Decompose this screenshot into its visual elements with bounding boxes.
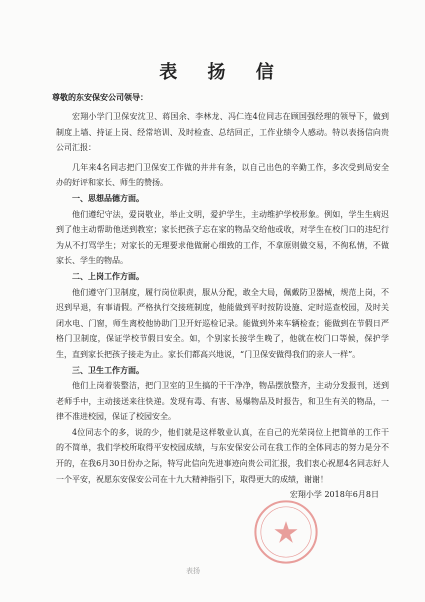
section-heading-conduct: 一、思想品德方面。 — [72, 192, 144, 203]
closing-paragraph: 4位同志个的多，说的少，他们就是这样敬业认真，在自己的光荣岗位上把简单的工作干的不简单，我们学校所取得平安校园成绩，与东安保安公司在我工作的全体同志的努力是分不开的，在我6月30日份办之际，特写此信向先进事迹向贵公司汇报，我们衷心祝愿4名同志好人一个平安，祝愿东安保安公司在十九大精神指引下，取得更大的成绩，谢谢！ — [56, 427, 389, 484]
summary-paragraph: 几年来4名同志把门卫保安工作做的井井有条，以自己出色的辛勤工作，多次受到局安全办的好评和家长、师生的赞扬。 — [56, 162, 389, 188]
bottom-mark: 表扬 — [186, 567, 200, 575]
intro-paragraph: 宏翔小学门卫保安沈卫、蒋国余、李林龙、冯仁连4位同志在顾国强经理的领导下，做到制度上墙、持证上岗、经常培训、及时检查、总结回正，工作业绩令人感动。特以表扬信向贵公司汇报： — [56, 112, 389, 153]
salutation: 尊敬的东安保安公司领导： — [52, 92, 148, 102]
conduct-paragraph: 他们遵纪守法，爱岗敬业，举止文明，爱护学生，主动维护学校形象。例如，学生生病迟到了他主动帮助他送到教室；家长把孩子忘在家的物品交给他或收，对学生在校门口的违纪行为从不打骂学生；对家长的无理要求他做耐心细致的工作，不拿原则做交易，不徇私情，不做家长、学生的物品。 — [56, 209, 389, 266]
section-heading-duty: 二、上岗工作方面。 — [72, 270, 144, 281]
official-seal-icon — [252, 498, 320, 566]
signature: 宏翔小学 2018年6月8日 — [289, 490, 379, 500]
letter-title: 表 扬 信 — [159, 62, 286, 83]
section-heading-hygiene: 三、卫生工作方面。 — [72, 364, 144, 375]
hygiene-paragraph: 他们上岗着装整洁，把门卫室的卫生搞的干干净净，物品摆放整齐，主动分发报刊，送到老师手中，主动接送来往快递。发现有毒、有害、易爆物品及时报告，和卫生有关的物品，一律不准进校园，保证了校园安全。 — [56, 381, 389, 422]
duty-paragraph: 他们遵守门卫制度，履行岗位职责，服从分配，敢全大局，佩戴防卫器械，规范上岗，不迟到早退，有事请假。严格执行交接班制度，他能做到平时按防设施、定时巡查校园，及时关闭水电、门窗，师生离校他协助门卫开好巡检记录。能做到外来车辆检查；能做到在节假日严格门卫制度，保证学校节假日安全。如，个别家长接学生晚了，他就在校门口等候，保护学生，直到家长把孩子接走为止。家长们都高兴地说，“门卫保安做得我们的亲人一样”。 — [56, 287, 389, 359]
